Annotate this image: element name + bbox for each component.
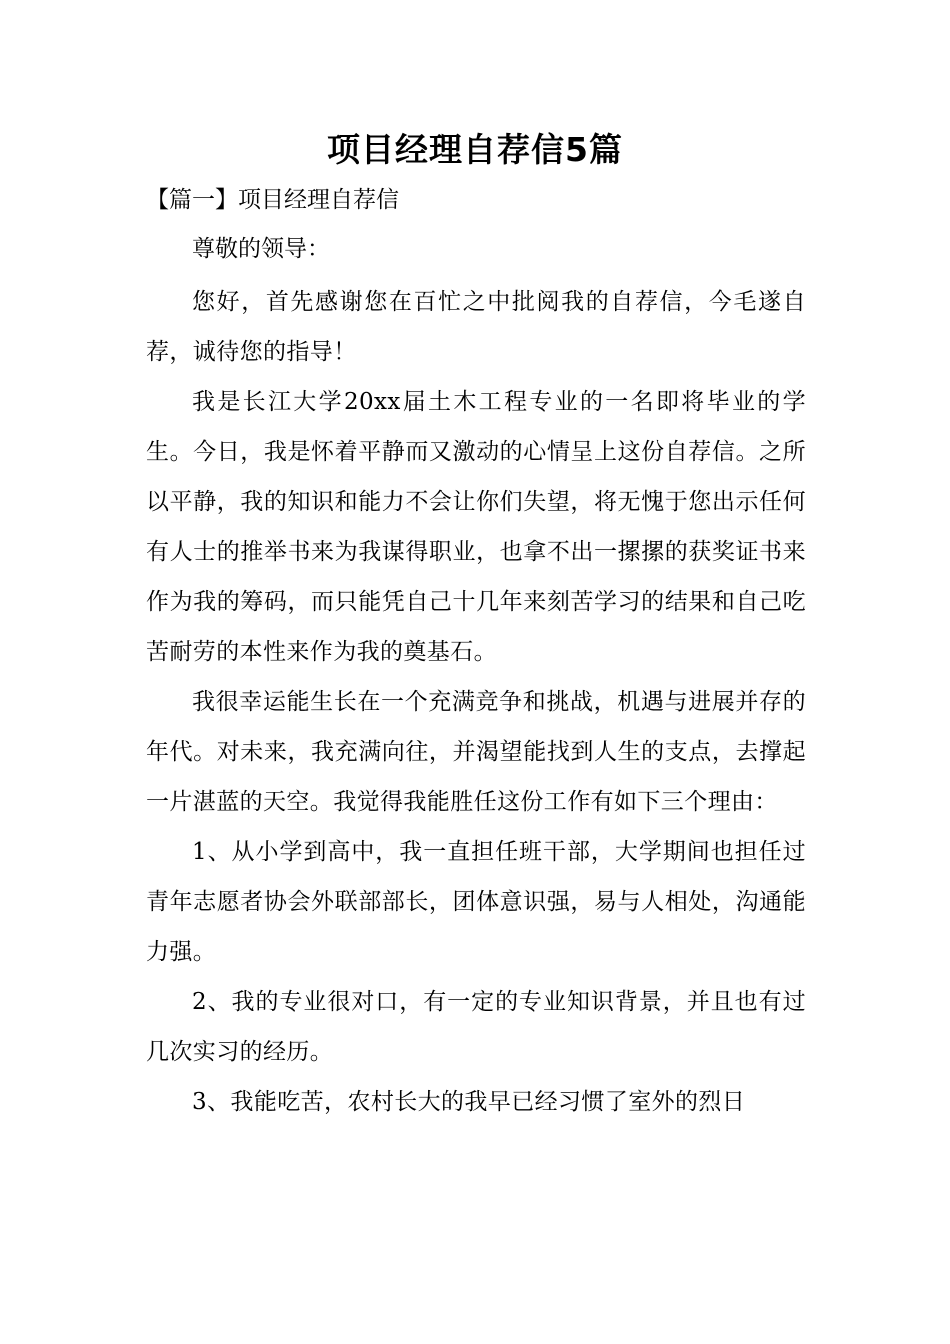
paragraph-greeting: 您好，首先感谢您在百忙之中批阅我的自荐信，今毛遂自荐，诚待您的指导！ xyxy=(146,289,806,365)
document-title: 项目经理自荐信5篇 xyxy=(327,130,623,169)
paragraph-reason-1: 1、从小学到高中，我一直担任班干部，大学期间也担任过青年志愿者协会外联部部长，团体意识强，易与人相处，沟通能力强。 xyxy=(146,839,806,965)
paragraph-reasons-intro: 我很幸运能生长在一个充满竞争和挑战，机遇与进展并存的年代。对未来，我充满向往，并渴望能找到人生的支点，去撑起一片湛蓝的天空。我觉得我能胜任这份工作有如下三个理由： xyxy=(146,689,806,815)
paragraph-introduction: 我是长江大学20xx届土木工程专业的一名即将毕业的学生。今日，我是怀着平静而又激动的心情呈上这份自荐信。之所以平静，我的知识和能力不会让你们失望，将无愧于您出示任何有人士的推举书来为我谋得职业，也拿不出一摞摞的获奖证书来作为我的筹码，而只能凭自己十几年来刻苦学习的结果和自己吃苦耐劳的本性来作为我的奠基石。 xyxy=(146,389,806,665)
letter-body xyxy=(146,229,806,1127)
paragraph-reason-3: 3、我能吃苦，农村长大的我早已经习惯了室外的烈日 xyxy=(192,1089,746,1115)
salutation: 尊敬的领导： xyxy=(192,236,330,262)
section-heading: 【篇一】项目经理自荐信 xyxy=(146,187,399,213)
paragraph-reason-2: 2、我的专业很对口，有一定的专业知识背景，并且也有过几次实习的经历。 xyxy=(146,989,806,1065)
